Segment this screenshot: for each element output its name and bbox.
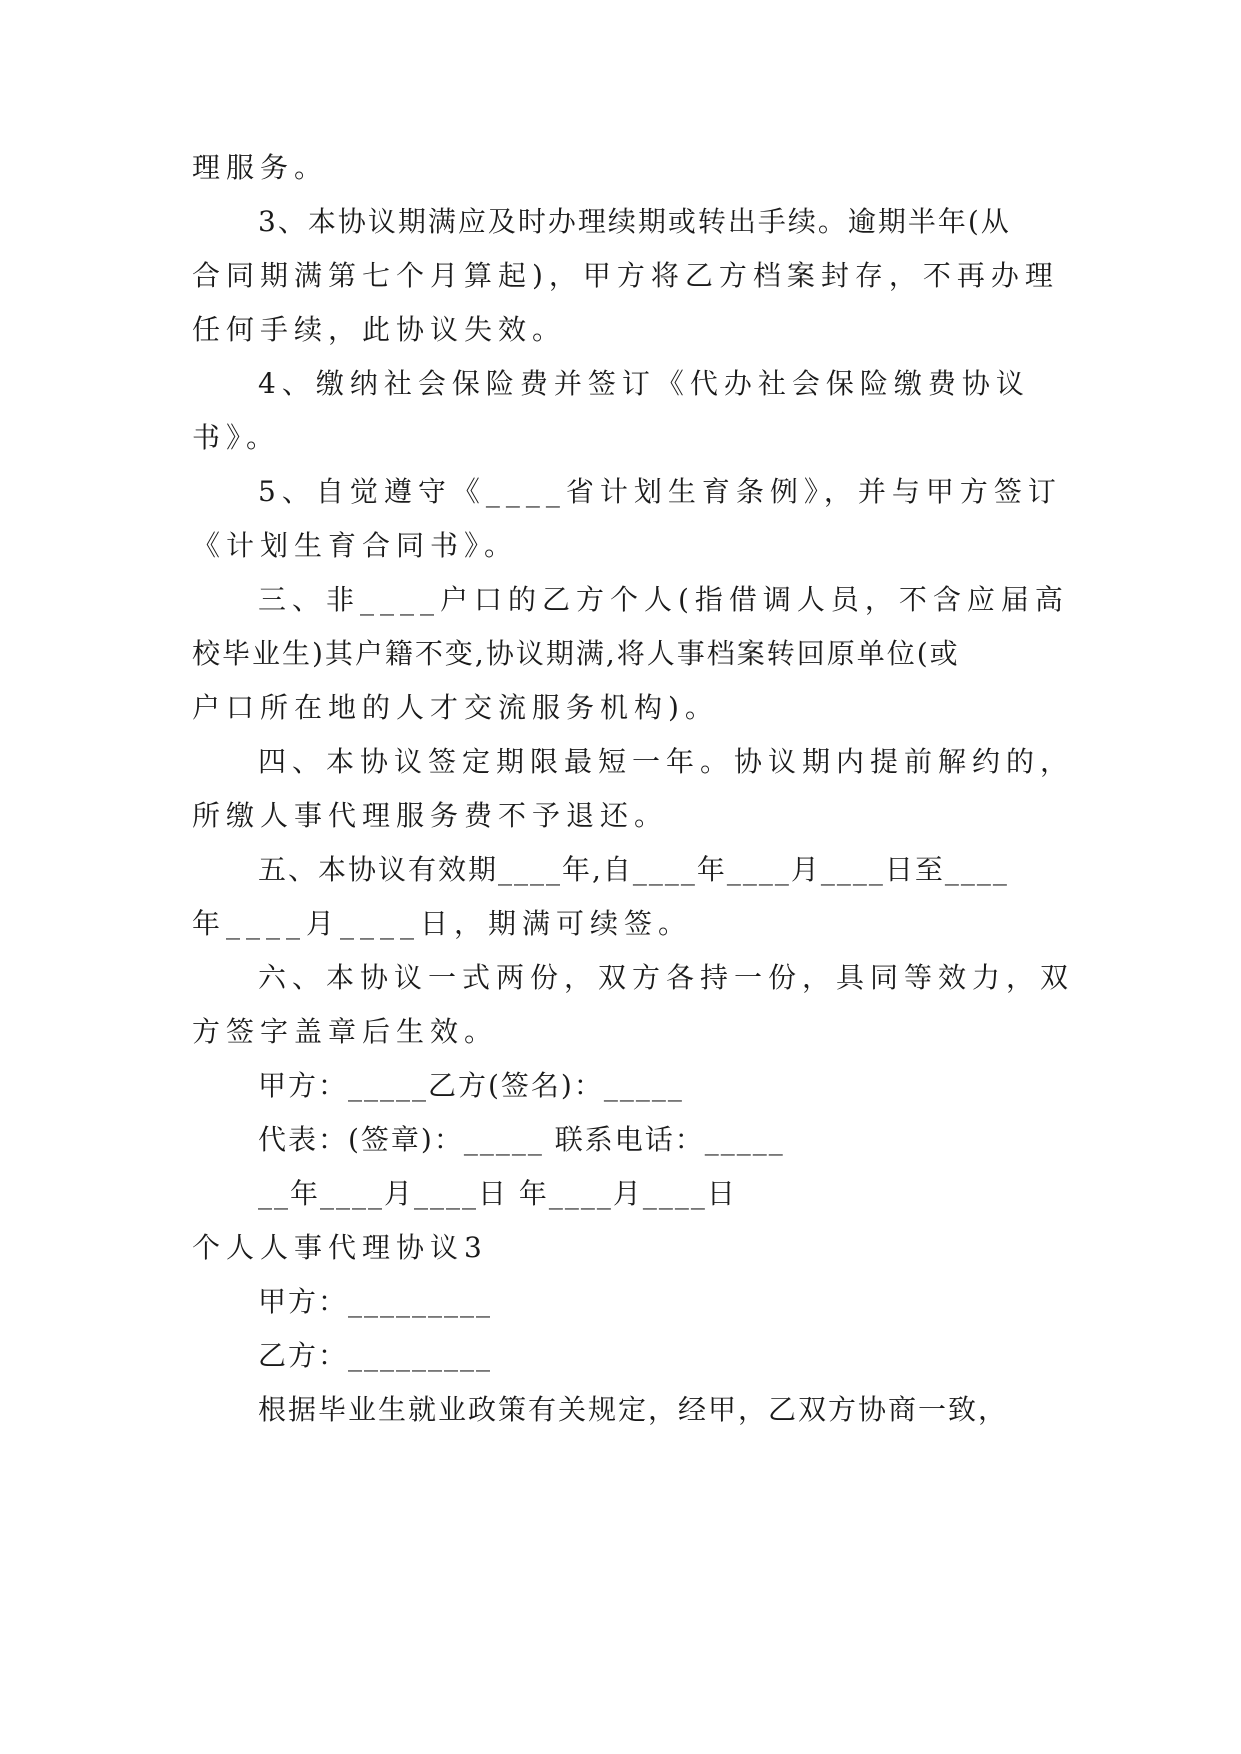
party-b-line: 乙方：_________	[258, 1339, 493, 1372]
section-3-line-1: 三、非____户口的乙方个人(指借调人员，不含应届高	[258, 583, 1069, 616]
section-5-line-2: 年____月____日，期满可续签。	[192, 907, 693, 940]
clause-4-line-2: 书》。	[192, 421, 281, 454]
section-6-line-2: 方签字盖章后生效。	[192, 1015, 499, 1048]
section-3-line-3: 户口所在地的人才交流服务机构)。	[192, 691, 719, 724]
clause-3-line-3: 任何手续，此协议失效。	[192, 313, 567, 346]
agreement-3-title: 个人人事代理协议3	[192, 1231, 488, 1264]
signature-line-dates: __年____月____日 年____月____日	[258, 1177, 737, 1210]
paragraph-line: 理服务。	[192, 151, 329, 184]
clause-3-line-2: 合同期满第七个月算起)，甲方将乙方档案封存，不再办理	[192, 259, 1059, 292]
signature-line-contact: 代表：(签章)：_____ 联系电话：_____	[258, 1123, 785, 1156]
signature-line-parties: 甲方：_____乙方(签名)：_____	[258, 1069, 684, 1102]
clause-5-line-1: 5、自觉遵守《____省计划生育条例》，并与甲方签订	[258, 475, 1062, 508]
party-a-line: 甲方：_________	[258, 1285, 493, 1318]
section-6-line-1: 六、本协议一式两份，双方各持一份，具同等效力，双	[258, 961, 1075, 994]
section-3-line-2: 校毕业生)其户籍不变,协议期满,将人事档案转回原单位(或	[192, 637, 960, 670]
section-4-line-1: 四、本协议签定期限最短一年。协议期内提前解约的，	[258, 745, 1075, 778]
clause-3-line-1: 3、本协议期满应及时办理续期或转出手续。逾期半年(从	[258, 205, 1011, 238]
section-5-line-1: 五、本协议有效期____年,自____年____月____日至____	[258, 853, 1009, 886]
section-4-line-2: 所缴人事代理服务费不予退还。	[192, 799, 669, 832]
preamble-line: 根据毕业生就业政策有关规定，经甲，乙双方协商一致，	[258, 1393, 1009, 1426]
clause-5-line-2: 《计划生育合同书》。	[192, 529, 519, 562]
clause-4-line-1: 4、缴纳社会保险费并签订《代办社会保险缴费协议	[258, 367, 1030, 400]
